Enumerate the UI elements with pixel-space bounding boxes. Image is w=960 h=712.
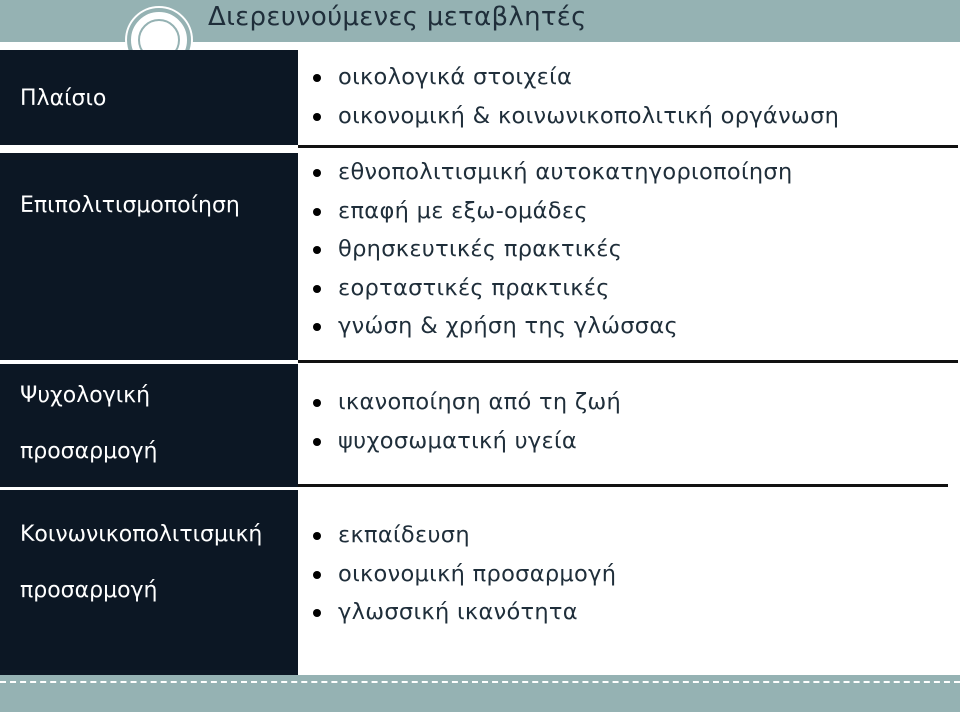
list-item: οικονομική προσαρμογή (304, 555, 616, 594)
list-item: ικανοποίηση από τη ζωή (304, 383, 621, 422)
row-label-text: προσαρμογή (20, 439, 158, 464)
bullet-list (304, 153, 793, 346)
bottom-dashed-divider (0, 681, 960, 683)
list-item: γνώση & χρήση της γλώσσας (304, 307, 793, 346)
list-item: εορταστικές πρακτικές (304, 269, 793, 308)
row-divider (298, 484, 948, 487)
row-label-psychological (0, 364, 298, 487)
row-label-sociocultural (0, 490, 298, 675)
row-items-psychological (304, 383, 621, 460)
list-item: εθνοπολιτισμική αυτοκατηγοριοποίηση (304, 153, 793, 192)
row-label-text: Κοινωνικοπολιτισμική (20, 522, 263, 547)
row-items-framework (304, 58, 839, 135)
row-divider (298, 360, 958, 363)
row-label-framework (0, 50, 298, 145)
list-item: οικολογικά στοιχεία (304, 58, 839, 97)
list-item: εκπαίδευση (304, 516, 616, 555)
list-item: επαφή με εξω-ομάδες (304, 192, 793, 231)
row-label-text: Πλαίσιο (20, 86, 107, 111)
list-item: ψυχοσωματική υγεία (304, 422, 621, 461)
row-label-text: Επιπολιτισμοποίηση (20, 193, 240, 218)
bullet-list (304, 58, 839, 135)
row-label-text: προσαρμογή (20, 578, 158, 603)
row-label-acculturation (0, 153, 298, 360)
bullet-list (304, 516, 616, 632)
list-item: οικονομική & κοινωνικοπολιτική οργάνωση (304, 97, 839, 136)
list-item: γλωσσική ικανότητα (304, 593, 616, 632)
row-items-acculturation (304, 153, 793, 346)
list-item: θρησκευτικές πρακτικές (304, 230, 793, 269)
row-divider (298, 145, 958, 148)
row-label-text: Ψυχολογική (20, 383, 151, 408)
bullet-list (304, 383, 621, 460)
row-items-sociocultural (304, 516, 616, 632)
slide-title: Διερευνούμενες μεταβλητές (208, 2, 587, 32)
